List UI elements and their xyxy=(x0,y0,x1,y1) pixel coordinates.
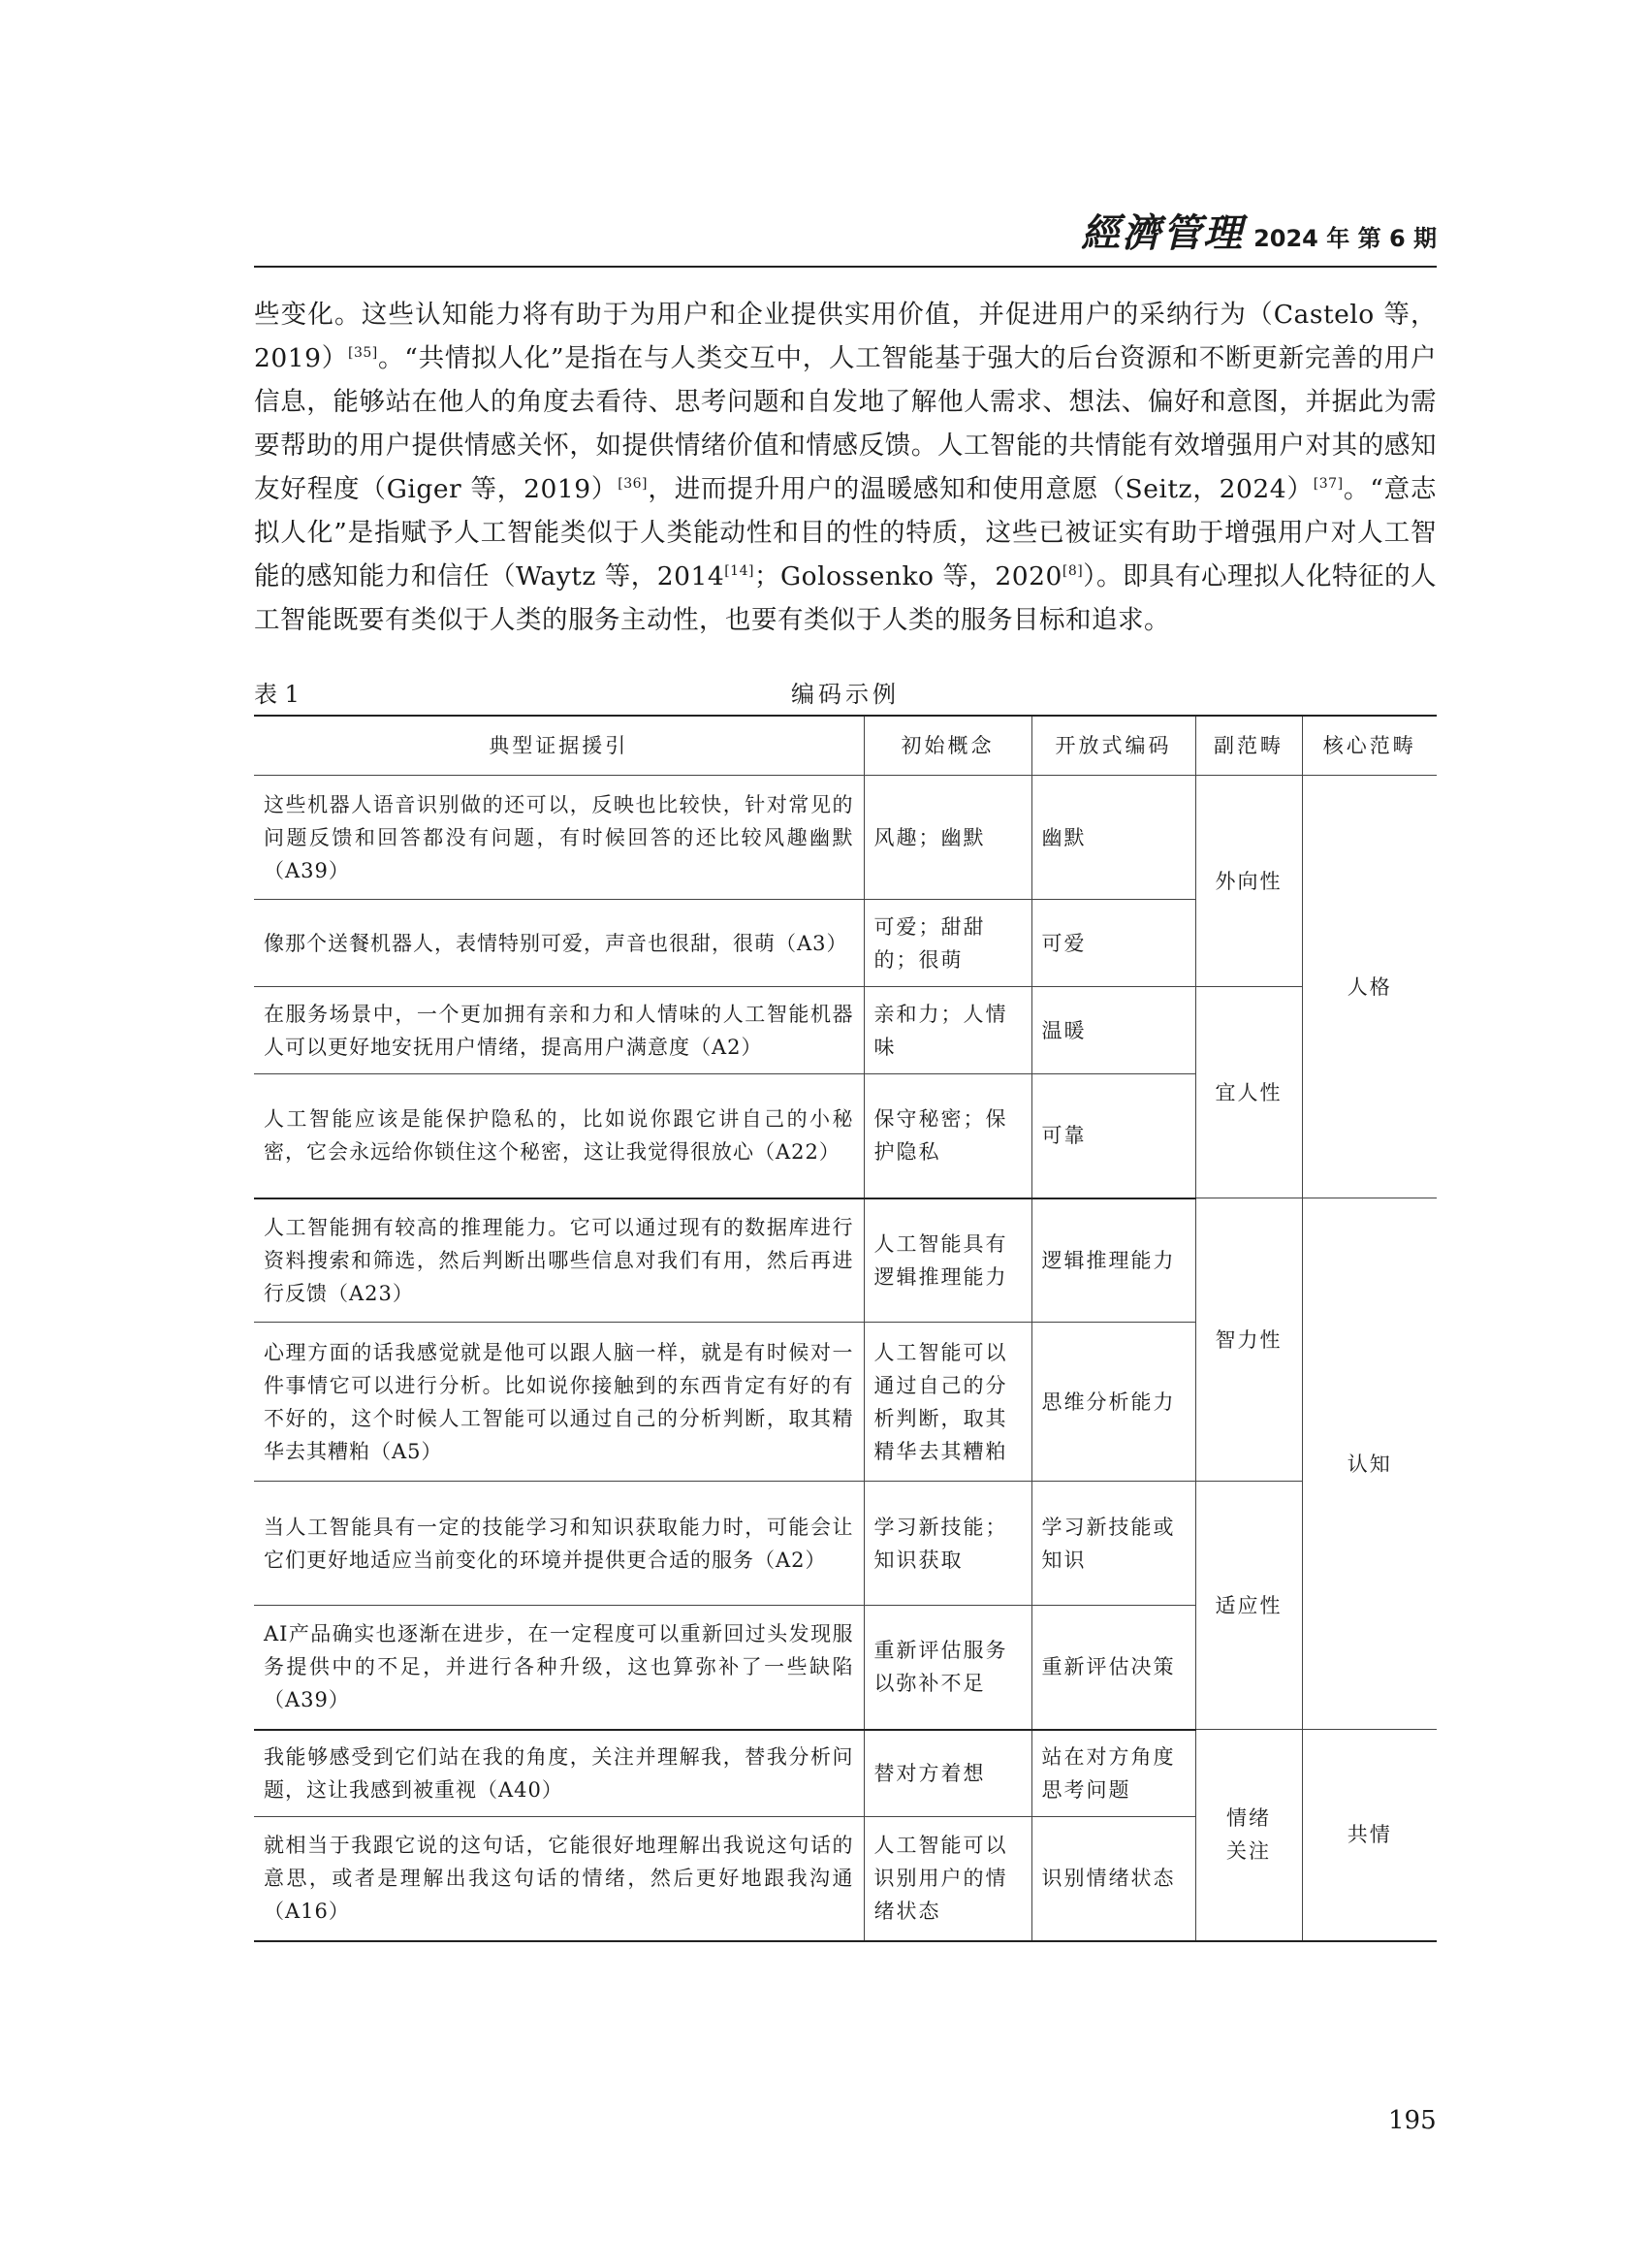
evidence-quote: 我能够感受到它们站在我的角度，关注并理解我，替我分析问题，这让我感到被重视（A40） xyxy=(254,1730,864,1817)
initial-concept: 风趣；幽默 xyxy=(864,776,1031,900)
body-text xyxy=(254,293,1437,642)
running-header xyxy=(254,208,1437,268)
table-row xyxy=(254,987,1437,1074)
page-number: 195 xyxy=(1388,2106,1437,2135)
open-code: 可靠 xyxy=(1031,1074,1195,1198)
table-row xyxy=(254,1482,1437,1606)
sub-category: 智力性 xyxy=(1195,1198,1302,1482)
issue-label: 2024 年 第 6 期 xyxy=(1253,225,1437,252)
header-open-coding: 开放式编码 xyxy=(1031,716,1195,776)
evidence-quote: 当人工智能具有一定的技能学习和知识获取能力时，可能会让它们更好地适应当前变化的环境并提供更合适的服务（A2） xyxy=(254,1482,864,1606)
evidence-quote: 这些机器人语音识别做的还可以，反映也比较快，针对常见的问题反馈和回答都没有问题，有时候回答的还比较风趣幽默（A39） xyxy=(254,776,864,900)
open-code: 可爱 xyxy=(1031,900,1195,987)
initial-concept: 学习新技能；知识获取 xyxy=(864,1482,1031,1606)
open-code: 学习新技能或知识 xyxy=(1031,1482,1195,1606)
core-category: 人格 xyxy=(1302,776,1437,1198)
sub-category: 适应性 xyxy=(1195,1482,1302,1730)
core-category: 认知 xyxy=(1302,1198,1437,1730)
evidence-quote: 就相当于我跟它说的这句话，它能很好地理解出我说这句话的意思，或者是理解出我这句话的情绪，然后更好地跟我沟通（A16） xyxy=(254,1817,864,1941)
sub-category: 宜人性 xyxy=(1195,987,1302,1198)
journal-name: 經濟管理 xyxy=(1081,211,1245,256)
core-category: 共情 xyxy=(1302,1730,1437,1941)
initial-concept: 人工智能可以通过自己的分析判断，取其精华去其糟粕 xyxy=(864,1323,1031,1482)
initial-concept: 人工智能可以识别用户的情绪状态 xyxy=(864,1817,1031,1941)
evidence-quote: AI产品确实也逐渐在进步，在一定程度可以重新回过头发现服务提供中的不足，并进行各种升级，这也算弥补了一些缺陷（A39） xyxy=(254,1606,864,1730)
table-row xyxy=(254,1730,1437,1817)
open-code: 温暖 xyxy=(1031,987,1195,1074)
initial-concept: 保守秘密；保护隐私 xyxy=(864,1074,1031,1198)
open-code: 站在对方角度思考问题 xyxy=(1031,1730,1195,1817)
evidence-quote: 像那个送餐机器人，表情特别可爱，声音也很甜，很萌（A3） xyxy=(254,900,864,987)
table-caption xyxy=(254,673,1437,708)
table-header-row xyxy=(254,716,1437,776)
header-evidence: 典型证据援引 xyxy=(254,716,864,776)
sub-category: 外向性 xyxy=(1195,776,1302,987)
table-title: 编码示例 xyxy=(791,681,900,708)
table-row xyxy=(254,776,1437,900)
initial-concept: 替对方着想 xyxy=(864,1730,1031,1817)
evidence-quote: 在服务场景中，一个更加拥有亲和力和人情味的人工智能机器人可以更好地安抚用户情绪，提高用户满意度（A2） xyxy=(254,987,864,1074)
open-code: 逻辑推理能力 xyxy=(1031,1198,1195,1323)
coding-table xyxy=(254,715,1437,1942)
header-initial-concept: 初始概念 xyxy=(864,716,1031,776)
sub-category: 情绪关注 xyxy=(1195,1730,1302,1941)
evidence-quote: 人工智能拥有较高的推理能力。它可以通过现有的数据库进行资料搜索和筛选，然后判断出哪些信息对我们有用，然后再进行反馈（A23） xyxy=(254,1198,864,1323)
initial-concept: 人工智能具有逻辑推理能力 xyxy=(864,1198,1031,1323)
header-sub-category: 副范畴 xyxy=(1195,716,1302,776)
open-code: 幽默 xyxy=(1031,776,1195,900)
table-number: 表 1 xyxy=(254,681,300,708)
evidence-quote: 心理方面的话我感觉就是他可以跟人脑一样，就是有时候对一件事情它可以进行分析。比如说你接触到的东西肯定有好的有不好的，这个时候人工智能可以通过自己的分析判断，取其精华去其糟粕（A5） xyxy=(254,1323,864,1482)
initial-concept: 可爱；甜甜的；很萌 xyxy=(864,900,1031,987)
header-core-category: 核心范畴 xyxy=(1302,716,1437,776)
body-paragraph: 些变化。这些认知能力将有助于为用户和企业提供实用价值，并促进用户的采纳行为（Castelo 等，2019）[35]。“共情拟人化”是指在与人类交互中，人工智能基于强大的后台资源和不断更新完善的用户信息，能够站在他人的角度去看待、思考问题和自发地了解他人需求、想法、偏好和意图，并据此为需要帮助的用户提供情感关怀，如提供情绪价值和情感反馈。人工智能的共情能有效增强用户对其的感知友好程度（Giger 等，2019）[36]，进而提升用户的温暖感知和使用意愿（Seitz，2024）[37]。“意志拟人化”是指赋予人工智能类似于人类能动性和目的性的特质，这些已被证实有助于增强用户对人工智能的感知能力和信任（Waytz 等，2014[14]；Golossenko 等，2020[8]）。即具有心理拟人化特征的人工智能既要有类似于人类的服务主动性，也要有类似于人类的服务目标和追求。 xyxy=(254,300,1437,635)
evidence-quote: 人工智能应该是能保护隐私的，比如说你跟它讲自己的小秘密，它会永远给你锁住这个秘密，这让我觉得很放心（A22） xyxy=(254,1074,864,1198)
initial-concept: 重新评估服务以弥补不足 xyxy=(864,1606,1031,1730)
open-code: 思维分析能力 xyxy=(1031,1323,1195,1482)
open-code: 识别情绪状态 xyxy=(1031,1817,1195,1941)
initial-concept: 亲和力；人情味 xyxy=(864,987,1031,1074)
open-code: 重新评估决策 xyxy=(1031,1606,1195,1730)
table-row xyxy=(254,1198,1437,1323)
